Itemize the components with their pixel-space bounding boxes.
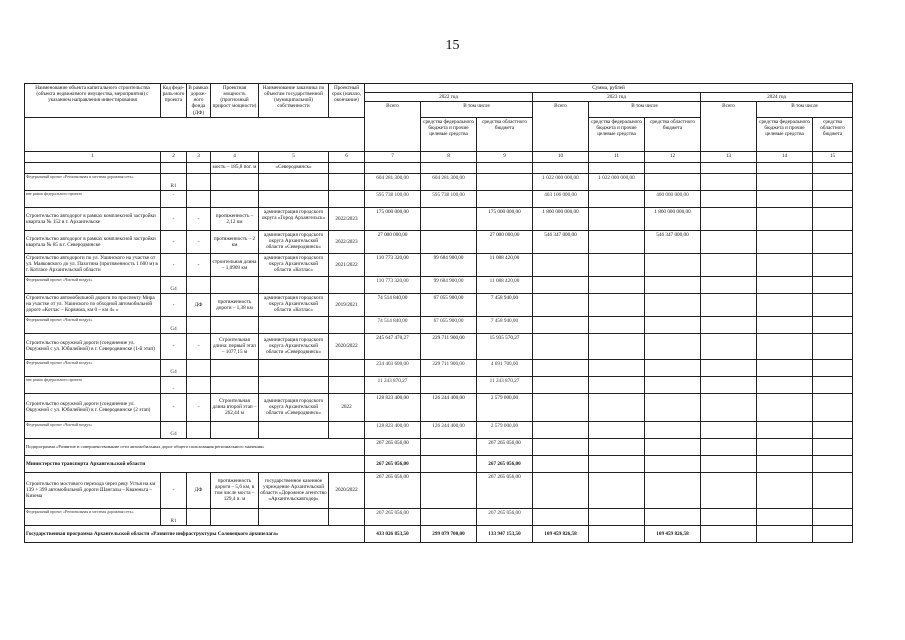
header-capacity: Проектная мощность (прогнозный прирост мощности) (211, 84, 259, 118)
header-total-2023: Всего (533, 102, 589, 151)
cell-state-program: Государственная программа Архангельской области «Развитие инфраструктуры Соловецкого архипелага» (25, 525, 365, 542)
cell-reg-2022: 2 579 000,00 (477, 393, 533, 421)
cell-ministry: Министерство транспорта Архангельской области (25, 455, 365, 472)
cell-total-2022: 234 403 600,00 (365, 359, 421, 376)
cell-total-2022: 128 823 400,00 (365, 393, 421, 421)
table-row (25, 525, 853, 542)
cell-code: - (161, 293, 187, 316)
column-numbers-row (25, 151, 853, 162)
col-number: 12 (645, 151, 701, 162)
cell-road-fund: - (187, 207, 211, 230)
table-row (25, 376, 853, 393)
cell-customer: администрация городского округа Архангельской области «Северодвинск» (259, 230, 329, 253)
cell-object: Федеральный проект «Региональная и местная дорожная сеть» (25, 508, 161, 525)
header-fed-2023: средства федерального бюджета и прочие целевые средства (589, 117, 645, 151)
cell-code: - (161, 472, 187, 508)
header-road-fund: В рамках дорож-ного фонда (ДФ) (188, 85, 209, 116)
cell-fed-2022: 126 244 400,00 (421, 393, 477, 421)
cell-object: Строительство мостового перехода через реку Устья на км 139 + 399 автомобильной дороги Шангалы – Квазеньга – Кизема (25, 472, 161, 508)
header-reg-2024: средства областного бюджета (813, 117, 853, 151)
cell-customer: «Северодвинск» (259, 162, 329, 173)
cell-capacity: протяженность – 2 км (211, 230, 259, 253)
cell-total-2023: 109 459 826,58 (533, 525, 589, 542)
cell-fed-2022: 67 055 900,00 (421, 293, 477, 316)
table-row (25, 438, 853, 455)
cell-code: - (161, 253, 187, 276)
cell-reg-2023: 400 000 000,00 (645, 190, 701, 207)
budget-table (24, 83, 853, 543)
cell-reg-2022: 11 243 870,27 (477, 376, 533, 393)
cell-object: Строительство окружной дороги (соединение ул. Окружной с ул. Юбилейной) в г. Северодвинске (1-й этап) (25, 333, 161, 359)
table-row (25, 276, 853, 293)
table-row (25, 173, 853, 190)
col-number: 9 (477, 151, 533, 162)
cell-period: 2021/2022 (329, 253, 365, 276)
table-row (25, 472, 853, 508)
header-customer: Наименование заказчика по объектам государственной (муниципальной) собственности (259, 84, 329, 118)
col-number: 4 (211, 151, 259, 162)
cell-object: Строительство автодорог в рамках комплексной застройки квартала № 85 в г. Северодвинске (25, 230, 161, 253)
cell-total-2023: 1 860 000 000,00 (533, 207, 589, 230)
cell-reg-2023: 109 459 826,58 (645, 525, 701, 542)
table-row (25, 316, 853, 333)
cell-reg-2022: 7 458 940,00 (477, 316, 533, 333)
cell-fed-2023: 1 022 000 000,00 (589, 173, 645, 190)
cell-capacity: протяженность дороги – 1,38 км (211, 293, 259, 316)
cell-object: Строительство автодороги по ул. Ушинского на участке от ул. Маяковского до ул. Пахотина (протяженность 1 600 м) в г. Котласе Архангельской области (25, 253, 161, 276)
cell-road-fund: - (187, 393, 211, 421)
cell-reg-2022: 11 088 420,00 (477, 276, 533, 293)
cell-object: Федеральный проект «Чистый воздух» (25, 316, 161, 333)
cell-code: - (161, 393, 187, 421)
table-row (25, 230, 853, 253)
cell-capacity: протяженность – 2,12 км (211, 207, 259, 230)
cell-reg-2022: 7 458 940,00 (477, 293, 533, 316)
cell-period: 2022/2023 (329, 230, 365, 253)
cell-code: - (161, 207, 187, 230)
cell-capacity: Строительная длина второй этап – 262,44 м (211, 393, 259, 421)
cell-total-2022: 267 265 056,00 (365, 472, 421, 508)
cell-code: - (161, 333, 187, 359)
cell-total-2022: 604 281 300,00 (365, 173, 421, 190)
cell-road-fund: - (187, 333, 211, 359)
col-number: 8 (421, 151, 477, 162)
cell-total-2023: 546 347 000,00 (533, 230, 589, 253)
cell-reg-2022: 11 088 420,00 (477, 253, 533, 276)
cell-reg-2022: 267 265 056,00 (477, 508, 533, 525)
cell-subprogram: Подпрограмма «Развитие и совершенствование сети автомобильных дорог общего пользования регионального значения» (25, 438, 365, 455)
cell-reg-2022: 267 265 056,00 (477, 438, 533, 455)
cell-code: G4 (161, 359, 187, 376)
cell-object: Федеральный проект «Чистый воздух» (25, 421, 161, 438)
header-period: Проектный срок (начало, окончание) (329, 84, 365, 118)
cell-object: Федеральный проект «Чистый воздух» (25, 359, 161, 376)
header-fed-2022: средства федерального бюджета и прочие целевые средства (421, 117, 477, 151)
cell-fed-2022: 67 055 900,00 (421, 316, 477, 333)
cell-customer: администрация городского округа Архангельской области «Северодвинск» (259, 393, 329, 421)
cell-fed-2022: 126 244 400,00 (421, 421, 477, 438)
cell-fed-2022: 99 684 900,00 (421, 276, 477, 293)
header-fed-code: Код феде-раль-ного проекта (161, 84, 187, 118)
cell-total-2022: 11 243 870,27 (365, 376, 421, 393)
cell-period: 2019/2021 (329, 293, 365, 316)
col-number: 1 (25, 151, 161, 162)
cell-reg-2022: 27 000 000,00 (477, 230, 533, 253)
cell-total-2022: 175 000 000,00 (365, 207, 421, 230)
col-number: 3 (187, 151, 211, 162)
cell-object: Строительство автомобильной дороги по проспекту Мира на участке от ул. Ушинского по обходной автомобильной дороге «Котлас – Коряжма, км 0 – км 4» « (25, 293, 161, 316)
table-row (25, 293, 853, 316)
cell-capacity: строительная длина – 1,0909 км (211, 253, 259, 276)
table-row (25, 207, 853, 230)
col-number: 15 (813, 151, 853, 162)
header-fed-2024: средства федерального бюджета и прочие целевые средства (757, 117, 813, 151)
cell-period: 2020/2022 (329, 472, 365, 508)
cell-fed-2022: 299 079 700,00 (421, 525, 477, 542)
cell-code: G4 (161, 316, 187, 333)
table-row (25, 455, 853, 472)
cell-object: Строительство окружной дороги (соединение ул. Окружной с ул. Юбилейной) в г. Северодвинске (2 этап) (25, 393, 161, 421)
col-number: 14 (757, 151, 813, 162)
cell-reg-2022: 267 265 056,00 (477, 472, 533, 508)
header-incl-2024: В том числе (757, 102, 853, 117)
cell-reg-2022: 175 000 000,00 (477, 207, 533, 230)
header-object: Наименование объекта капитального строительства (объекта недвижимого имущества, мероприятия) с указанием направления инвестирования (25, 84, 161, 118)
col-number: 6 (329, 151, 365, 162)
header-incl-2023: В том числе (589, 102, 701, 117)
col-number: 11 (589, 151, 645, 162)
cell-total-2022: 74 514 840,00 (365, 293, 421, 316)
cell-reg-2022: 2 579 000,00 (477, 421, 533, 438)
page-number: 15 (445, 38, 460, 53)
header-total-2022: Всего (365, 102, 421, 151)
cell-road-fund: ДФ (187, 293, 211, 316)
table-row (25, 508, 853, 525)
cell-reg-2022: 133 947 153,50 (477, 525, 533, 542)
table-row (25, 393, 853, 421)
header-row-1 (25, 84, 853, 93)
col-number: 2 (161, 151, 187, 162)
table-row (25, 359, 853, 376)
cell-fed-2022: 229 711 900,00 (421, 333, 477, 359)
cell-total-2022: 74 514 840,00 (365, 316, 421, 333)
cell-customer: администрация городского округа Архангельской области «Котлас» (259, 293, 329, 316)
cell-capacity: Строительная длина: первый этап – 1077,15 м (211, 333, 259, 359)
cell-code: R1 (161, 508, 187, 525)
cell-total-2022: 27 000 000,00 (365, 230, 421, 253)
cell-object: вне рамок федерального проекта (25, 190, 161, 207)
header-incl-2022: В том числе (421, 102, 533, 117)
cell-code: - (161, 376, 187, 393)
cell-total-2022: 267 265 056,00 (365, 438, 421, 455)
table-row (25, 253, 853, 276)
cell-road-fund: - (187, 253, 211, 276)
cell-customer: администрация городского округа Архангельской области «Котлас» (259, 253, 329, 276)
cell-period: 2022 (329, 393, 365, 421)
cell-road-fund: ДФ (187, 472, 211, 508)
cell-total-2023: 1 022 000 000,00 (533, 173, 589, 190)
cell-total-2022: 128 823 400,00 (365, 421, 421, 438)
col-number: 5 (259, 151, 329, 162)
cell-total-2023: 403 106 000,00 (533, 190, 589, 207)
cell-fed-2022: 229 711 900,00 (421, 359, 477, 376)
col-number: 13 (701, 151, 757, 162)
cell-reg-2022: 267 265 056,00 (477, 455, 533, 472)
header-total-2024: Всего (701, 102, 757, 151)
cell-object: Федеральный проект «Региональная и местная дорожная сеть» (25, 173, 161, 190)
col-number: 7 (365, 151, 421, 162)
cell-code: - (161, 230, 187, 253)
cell-period: 2022/2023 (329, 207, 365, 230)
cell-code: G4 (161, 276, 187, 293)
header-2024: 2024 год (701, 93, 853, 102)
cell-code: R1 (161, 173, 187, 190)
cell-code: G4 (161, 421, 187, 438)
cell-fed-2022: 99 684 900,00 (421, 253, 477, 276)
cell-total-2022: 433 026 853,50 (365, 525, 421, 542)
cell-object: вне рамок федерального проекта (25, 376, 161, 393)
cell-total-2022: 110 773 320,00 (365, 276, 421, 293)
header-reg-2022: средства областного бюджета (477, 117, 533, 151)
cell-object: Федеральный проект «Чистый воздух» (25, 276, 161, 293)
cell-total-2022: 245 647 470,27 (365, 333, 421, 359)
cell-total-2022: 595 738 100,00 (365, 190, 421, 207)
cell-capacity: мость – 185,8 пог. м (211, 162, 259, 173)
col-number: 10 (533, 151, 589, 162)
header-sums: Сумма, рублей (365, 84, 853, 93)
cell-total-2022: 110 773 320,00 (365, 253, 421, 276)
cell-reg-2022: 4 691 700,00 (477, 359, 533, 376)
table-row (25, 421, 853, 438)
table-row (25, 162, 853, 173)
cell-customer: администрация городского округа «Город Архангельск» (259, 207, 329, 230)
header-2023: 2023 год (533, 93, 701, 102)
cell-period: 2020/2022 (329, 333, 365, 359)
cell-object: Строительство автодорог в рамках комплексной застройки квартала № 152 в г. Архангельске (25, 207, 161, 230)
cell-reg-2023: 1 860 000 000,00 (645, 207, 701, 230)
cell-reg-2023: 546 347 000,00 (645, 230, 701, 253)
cell-fed-2022: 604 281 300,00 (421, 173, 477, 190)
table-row: вне рамок федерального проекта - 595 738 100,00 595 738 100,00 403 106 000,00 400 000 000,00 (25, 190, 853, 207)
cell-fed-2022: 595 738 100,00 (421, 190, 477, 207)
cell-reg-2022: 15 935 570,27 (477, 333, 533, 359)
table-row (25, 333, 853, 359)
header-2022: 2022 год (365, 93, 533, 102)
cell-customer: администрация городского округа Архангельской области «Северодвинск» (259, 333, 329, 359)
cell-total-2022: 267 265 056,00 (365, 455, 421, 472)
cell-total-2022: 267 265 056,00 (365, 508, 421, 525)
cell-road-fund: - (187, 230, 211, 253)
cell-customer: государственное казенное учреждение Архангельской области «Дорожное агентство «Архангельскавтодор» (259, 472, 329, 508)
header-reg-2023: средства областного бюджета (645, 117, 701, 151)
cell-capacity: протяженность дороги – 5,6 км, в том числе моста – 129,4 п. м (211, 472, 259, 508)
